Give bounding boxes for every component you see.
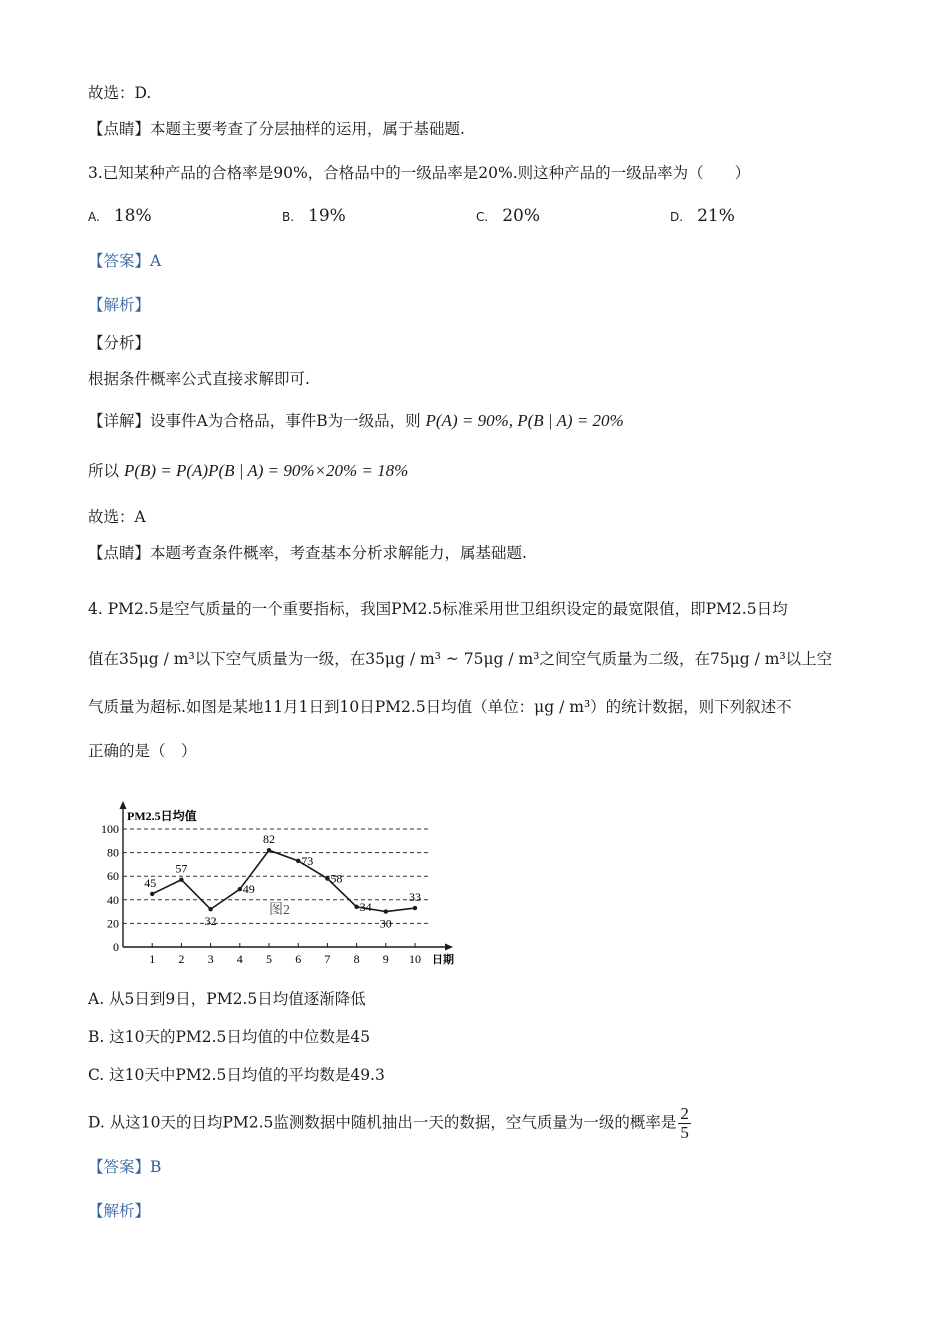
- data-label: 73: [301, 853, 314, 868]
- data-point: [354, 905, 358, 909]
- q4-option-d-text: D. 从这10天的日均PM2.5监测数据中随机抽出一天的数据，空气质量为一级的概率是: [88, 1113, 677, 1132]
- dianjing-line: 【点睛】本题主要考查了分层抽样的运用，属于基础题.: [88, 120, 465, 138]
- data-label: 34: [359, 899, 372, 914]
- data-label: 32: [204, 914, 217, 929]
- q3-jiexi-label: 【解析】: [88, 296, 151, 314]
- data-point: [267, 848, 271, 852]
- fraction-denominator: 5: [680, 1123, 689, 1142]
- question-4-line-1: 4. PM2.5是空气质量的一个重要指标，我国PM2.5标准采用世卫组织设定的最宽限值，即PM2.5日均: [88, 600, 788, 618]
- data-label: 57: [175, 861, 188, 876]
- q4-answer: 【答案】B: [88, 1158, 162, 1176]
- q4-option-c[interactable]: C. 这10天中PM2.5日均值的平均数是49.3: [88, 1066, 385, 1084]
- data-point: [384, 909, 388, 913]
- question-4-line-2: 值在35μg / m³以下空气质量为一级，在35μg / m³ ~ 75μg / m³之间空气质量为二级，在75μg / m³以上空: [88, 650, 833, 668]
- x-tick-label: 10: [409, 952, 421, 966]
- data-point: [150, 892, 154, 896]
- x-tick-label: 7: [324, 952, 331, 966]
- chart-x-label: 日期: [432, 954, 454, 966]
- choose-d-line: 故选：D.: [88, 84, 152, 102]
- x-tick-label: 8: [353, 952, 360, 966]
- chart-annotation: 图2: [269, 903, 290, 918]
- y-tick-label: 60: [107, 869, 119, 884]
- data-point: [238, 887, 242, 891]
- q4-option-a[interactable]: A. 从5日到9日，PM2.5日均值逐渐降低: [88, 990, 366, 1008]
- data-label: 58: [330, 871, 343, 886]
- q3-so-prefix: 所以: [88, 462, 124, 480]
- q3-so-formula: P(B) = P(A)P(B | A) = 90%×20% = 18%: [123, 461, 409, 480]
- data-label: 30: [379, 916, 392, 931]
- q3-fenxi-text: 根据条件概率公式直接求解即可.: [88, 370, 310, 388]
- fraction: [678, 1105, 691, 1142]
- q4-option-b[interactable]: B. 这10天的PM2.5日均值的中位数是45: [88, 1028, 371, 1046]
- question-4-line-4: 正确的是（ ）: [88, 742, 197, 760]
- q3-choose: 故选：A: [88, 508, 146, 526]
- x-tick-label: 2: [178, 952, 185, 966]
- data-label: 45: [144, 875, 157, 890]
- chart-x-ticks: [149, 952, 421, 966]
- question-3: 3.已知某种产品的合格率是90%，合格品中的一级品率是20%.则这种产品的一级品率为（ ）: [88, 164, 751, 182]
- x-tick-label: 4: [236, 952, 243, 966]
- data-label: 33: [409, 890, 421, 905]
- q3-detail-formula: P(A) = 90%, P(B | A) = 20%: [425, 411, 624, 430]
- option-value: 18%: [113, 206, 152, 226]
- option-value: 21%: [697, 206, 735, 226]
- question-4-line-3: 气质量为超标.如图是某地11月1日到10日PM2.5日均值（单位：μg / m³）的统计数据，则下列叙述不: [88, 698, 792, 716]
- y-tick-label: 80: [107, 845, 119, 860]
- q3-answer: 【答案】A: [88, 252, 162, 270]
- data-point: [296, 859, 300, 863]
- option-value: 19%: [308, 206, 346, 226]
- x-tick-label: 3: [207, 952, 214, 966]
- q3-detail-prefix: 【详解】设事件A为合格品，事件B为一级品，则: [88, 412, 426, 430]
- q3-option-b[interactable]: [282, 205, 346, 228]
- y-tick-label: 20: [107, 916, 119, 931]
- x-axis-arrow: [445, 944, 453, 951]
- data-point: [325, 876, 329, 880]
- x-tick-label: 1: [149, 952, 156, 966]
- q3-option-c[interactable]: [476, 205, 540, 228]
- option-value: 20%: [502, 206, 540, 226]
- data-label: 82: [263, 832, 275, 847]
- pm25-line-chart: [95, 800, 465, 975]
- option-letter: B.: [282, 210, 295, 224]
- chart-title: PM2.5日均值: [127, 809, 197, 823]
- q3-option-d[interactable]: [670, 205, 735, 228]
- y-tick-label: 100: [101, 822, 119, 836]
- chart-y-ticks: [101, 822, 119, 954]
- y-tick-label: 0: [113, 940, 119, 954]
- q4-jiexi-label: 【解析】: [88, 1202, 151, 1220]
- data-label: 49: [242, 882, 255, 897]
- y-tick-label: 40: [107, 892, 119, 907]
- option-letter: C.: [476, 210, 489, 224]
- x-tick-label: 5: [266, 952, 272, 966]
- x-tick-label: 9: [382, 952, 389, 966]
- q3-so: [88, 460, 408, 482]
- q3-fenxi-label: 【分析】: [88, 334, 151, 352]
- fraction-numerator: 2: [680, 1104, 689, 1123]
- y-axis-arrow: [120, 801, 127, 809]
- option-letter: A.: [88, 210, 100, 224]
- data-point: [413, 906, 417, 910]
- q3-detail: [88, 410, 624, 432]
- option-letter: D.: [670, 210, 684, 224]
- data-point: [179, 878, 183, 882]
- x-tick-label: 6: [295, 952, 302, 966]
- q3-option-a[interactable]: [88, 205, 152, 228]
- q4-option-d[interactable]: [88, 1105, 691, 1142]
- q3-dianjing: 【点睛】本题考查条件概率，考查基本分析求解能力，属基础题.: [88, 544, 527, 562]
- data-point: [208, 907, 212, 911]
